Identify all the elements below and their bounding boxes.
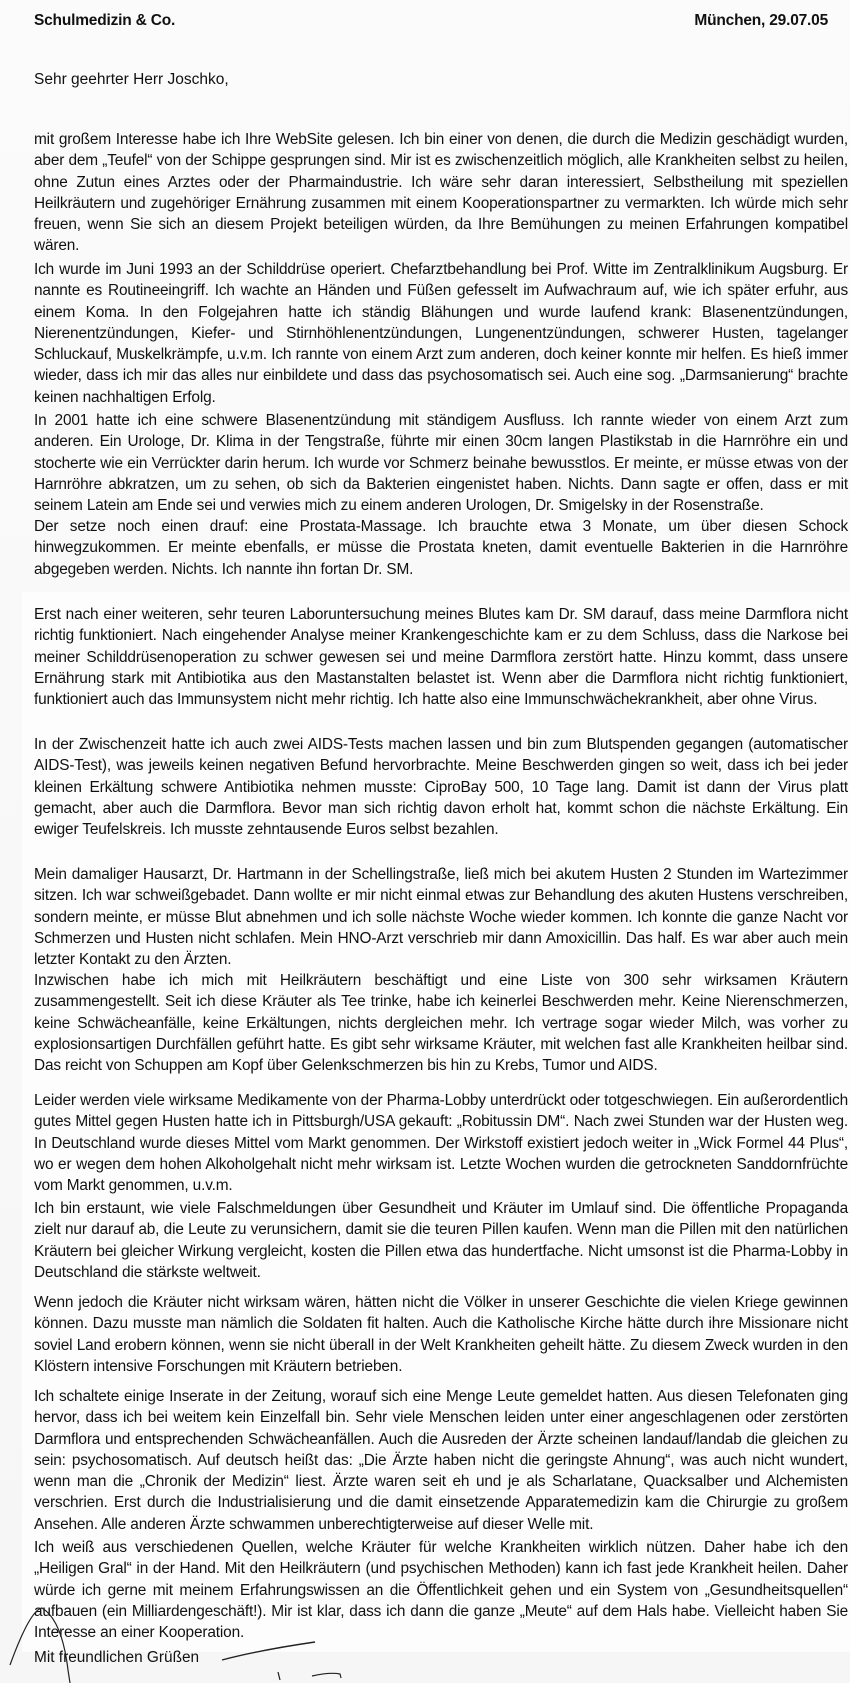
paragraph-pharma-lobby: Leider werden viele wirksame Medikamente von der Pharma-Lobby unterdrückt oder totgeschwiegen. Ein außerordentlich gutes Mittel gegen Husten hatte ich in Pittsburgh/USA gekauft: „Robitussin DM“. Nach zwei Stunden war der Husten weg. In Deutschland wurde dieses Mittel vom Markt genommen. Der Wirkstoff existiert jedoch weiter in „Wick Formel 44 Plus“, wo er wegen dem hohen Alkoholgehalt nicht mehr wirksam ist. Letzte Wochen wurden die getrockneten Sanddornfrüchte vom Markt genommen, u.v.m. [34,1092,848,1195]
paragraph-hausarzt: Mein damaliger Hausarzt, Dr. Hartmann in der Schellingstraße, ließ mich bei akutem Husten 2 Stunden im Wartezimmer sitzen. Ich war schweißgebadet. Dann wollte er mir nicht einmal etwas zur Behandlung des akuten Hustens verschreiben, sondern meinte, er müsse Blut abnehmen und ich solle nächste Woche wieder kommen. Ich konnte die ganze Nacht vor Schmerzen und Husten nicht schlafen. Mein HNO-Arzt verschrieb mir dann Amoxicillin. Das half. Es war aber auch mein letzter Kontakt zu den Ärzten. [34,866,848,969]
paragraph-darmflora: Erst nach einer weiteren, sehr teuren Laboruntersuchung meines Blutes kam Dr. SM darauf, dass meine Darmflora nicht richtig funktioniert. Nach eingehender Analyse meiner Krankengeschichte kam er zu dem Schluss, dass die Narkose bei meiner Schilddrüsenoperation zu schwer gewesen sei und meine Darmflora zerstört hatte. Hinzu kommt, dass unsere Ernährung stark mit Antibiotika aus den Mastanstalten belastet ist. Wenn aber die Darmflora nicht richtig funktioniert, funktioniert auch das Immunsystem nicht mehr richtig. Ich hatte also eine Immunschwächekrankheit, aber ohne Virus. [34,606,848,709]
paragraph-geschichte: Wenn jedoch die Kräuter nicht wirksam wären, hätten nicht die Völker in unserer Geschichte die vielen Kriege gewinnen können. Dazu musste man nämlich die Soldaten fit halten. Auch die Katholische Kirche hätte durch ihre Missionare nicht soviel Land erobern können, wenn sie nicht überall in der Welt Krankheiten geheilt hätte. Zu diesem Zweck wurden in den Klöstern intensive Forschungen mit Kräutern betrieben. [34,1294,848,1375]
closing-greeting: Mit freundlichen Grüßen [34,1649,200,1666]
signature-stroke-hook [312,1673,341,1678]
paragraph-falschmeldungen: Ich bin erstaunt, wie viele Falschmeldungen über Gesundheit und Kräuter im Umlauf sind. Die öffentliche Propaganda zielt nur darauf ab, die Leute zu verunsichern, damit sie die teuren Pillen kaufen. Wenn man die Pillen mit den natürlichen Kräutern bei gleicher Wirkung vergleicht, kosten die Pillen etwa das hundertfache. Nicht umsonst ist die Pharma-Lobby in Deutschland die stärkste weltweit. [34,1200,848,1281]
paragraph-heiliger-gral: Ich weiß aus verschiedenen Quellen, welche Kräuter für welche Krankheiten wirklich nützen. Daher habe ich den „Heiligen Gral“ in der Hand. Mit den Heilkräutern (und psychischen Methoden) kann ich fast jede Krankheit heilen. Daher würde ich gerne mit meinem Erfahrungswissen an die Öffentlichkeit gehen und ein System von „Gesundheitsquellen“ aufbauen (ein Milliardengeschäft!). Mir ist klar, dass ich dann die ganze „Meute“ auf dem Hals habe. Vielleicht haben Sie Interesse an einer Kooperation. [34,1539,848,1642]
paragraph-heilkraeuter: Inzwischen habe ich mich mit Heilkräutern beschäftigt und eine Liste von 300 sehr wirksamen Kräutern zusammengestellt. Seit ich diese Kräuter als Tee trinke, habe ich keinerlei Beschwerden mehr. Keine Nierenschmerzen, keine Schwächeanfälle, keine Erkältungen, nichts dergleichen mehr. Ich vertrage sogar wieder Milch, was vorher zu explosionsartigen Durchfällen geführt hatte. Es gibt sehr wirksame Kräuter, mit welchen fast alle Krankheiten heilbar sind. Das reicht von Schuppen am Kopf über Gelenkschmerzen bis hin zu Krebs, Tumor und AIDS. [34,972,848,1075]
paragraph-surgery: Ich wurde im Juni 1993 an der Schilddrüse operiert. Chefarztbehandlung bei Prof. Witte im Zentralklinikum Augsburg. Er nannte es Routineeingriff. Ich wachte an Händen und Füßen gefesselt im Aufwachraum auf, wie ich später erfuhr, aus einem Koma. In den Folgejahren hatte ich ständig Blähungen und wurde laufend krank: Blasenentzündungen, Nierenentzündungen, Kiefer- und Stirnhöhlenentzündungen, Lungenentzündungen, schwerer Husten, tagelanger Schluckauf, Muskelkrämpfe, u.v.m. Ich rannte von einem Arzt zum anderen, doch keiner konnte mir helfen. Es hieß immer wieder, dass ich mir das alles nur einbildete und dass das psychosomatisch sei. Auch eine sog. „Darmsanierung“ brachte keinen nachhaltigen Erfolg. [34,261,848,406]
letter-header [34,12,828,30]
sender-name: Schulmedizin & Co. [34,12,176,29]
paragraph-inserate: Ich schaltete einige Inserate in der Zeitung, worauf sich eine Menge Leute gemeldet hatten. Aus diesen Telefonaten ging hervor, dass ich bei weitem kein Einzelfall bin. Sehr viele Menschen leiden unter einer angeschlagenen oder zerstörten Darmflora und entsprechenden Schwächeanfällen. Auch die Ausreden der Ärzte scheinen landauf/landab die gleichen zu sein: psychosomatisch. Auf deutsch heißt das: „Die Ärzte haben nicht die geringste Ahnung“, was auch nicht wundert, wenn man die „Chronik der Medizin“ liest. Ärzte waren seit eh und je als Scharlatane, Quacksalber und Alchemisten verschrien. Erst durch die Industrialisierung und die damit einsetzende Apparatemedizin kam die Chirurgie zu großem Ansehen. Alle anderen Ärzte schwammen unberechtigterweise auf dieser Welle mit. [34,1388,848,1533]
paragraph-aids-tests: In der Zwischenzeit hatte ich auch zwei AIDS-Tests machen lassen und bin zum Blutspenden gegangen (automatischer AIDS-Test), was jeweils keinen negativen Befund hervorbrachte. Meine Beschwerden gingen so weit, dass ich bei jeder kleinen Erkältung schwere Antibiotika nehmen musste: CiproBay 500, 10 Tage lang. Damit ist dann der Virus platt gemacht, aber auch die Darmflora. Bevor man sich richtig davon erholt hat, kommt schon die nächste Erkältung. Ein ewiger Teufelskreis. Ich musste zehntausende Euros selbst bezahlen. [34,736,848,839]
paragraph-prostate: Der setze noch einen drauf: eine Prostata-Massage. Ich brauchte etwa 3 Monate, um über diesen Schock hinwegzukommen. Er meinte ebenfalls, er müsse die Prostata kneten, damit eventuelle Bakterien in die Harnröhre abgegeben werden. Nichts. Ich nannte ihn fortan Dr. SM. [34,518,848,578]
signature-stroke-tick [278,1672,280,1680]
salutation: Sehr geehrter Herr Joschko, [34,71,229,88]
place-date: München, 29.07.05 [694,12,828,29]
paragraph-urologist: In 2001 hatte ich eine schwere Blasenentzündung mit ständigem Ausfluss. Ich rannte wieder von einem Arzt zum anderen. Ein Urologe, Dr. Klima in der Tengstraße, führte mir einen 30cm langen Plastikstab in die Harnröhre ein und stocherte wie ein Verrückter darin herum. Ich wurde vor Schmerz beinahe bewusstlos. Er meinte, er müsse etwas von der Harnröhre abkratzen, um zu sehen, ob sich da Bakterien eingenistet haben. Nichts. Dann sagte er offen, dass er mit seinem Latein am Ende sei und verwies mich zu einem anderen Urologen, Dr. Smigelsky in der Rosenstraße. [34,412,848,515]
paragraph-intro: mit großem Interesse habe ich Ihre WebSite gelesen. Ich bin einer von denen, die durch die Medizin geschädigt wurden, aber dem „Teufel“ von der Schippe gesprungen sind. Mir ist es zwischenzeitlich möglich, alle Krankheiten selbst zu heilen, ohne Zutun eines Arztes oder der Pharmaindustrie. Ich wäre sehr daran interessiert, Selbstheilung mit speziellen Heilkräutern und zugehöriger Ernährung zusammen mit einem Kooperationspartner zu vermarkten. Ich würde mich sehr freuen, wenn Sie sich an diesem Projekt beteiligen würden, da Ihre Bemühungen zu meinen Erfahrungen kompatibel wären. [34,131,848,255]
